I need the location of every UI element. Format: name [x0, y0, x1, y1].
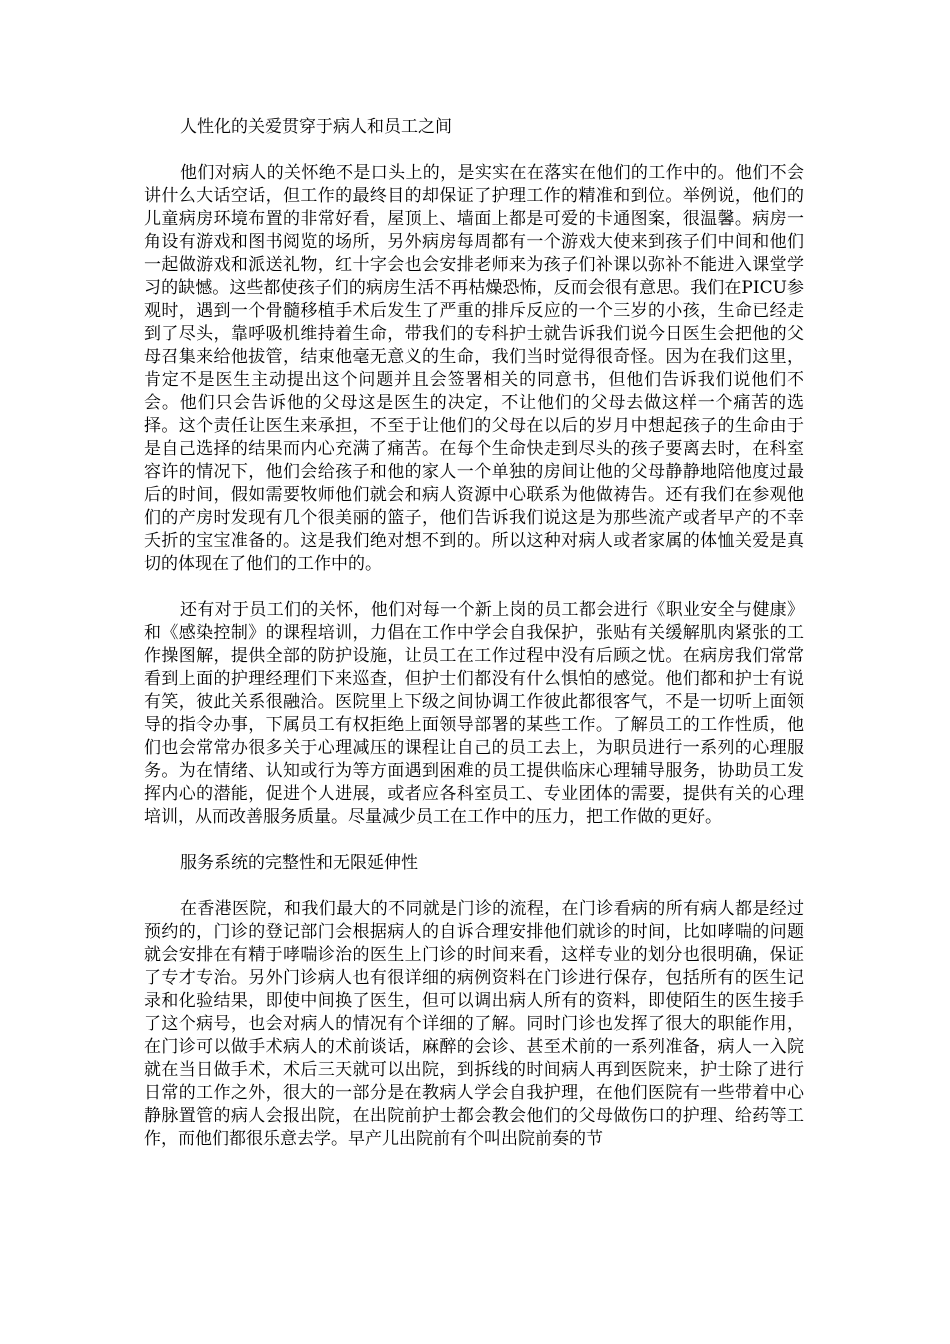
body-paragraph: 他们对病人的关怀绝不是口头上的，是实实在在落实在他们的工作中的。他们不会讲什么大话空话，但工作的最终目的却保证了护理工作的精准和到位。举例说，他们的儿童病房环境布置的非常好看，屋顶上、墙面上都是可爱的卡通图案，很温馨。病房一角设有游戏和图书阅览的场所，另外病房每周都有一个游戏大使来到孩子们中间和他们一起做游戏和派送礼物，红十字会也会安排老师来为孩子们补课以弥补不能进入课堂学习的缺憾。这些都使孩子们的病房生活不再枯燥恐怖，反而会很有意思。我们在PICU参观时，遇到一个骨髓移植手术后发生了严重的排斥反应的一个三岁的小孩，生命已经走到了尽头，靠呼吸机维持着生命，带我们的专科护士就告诉我们说今日医生会把他的父母召集来给他拔管，结束他毫无意义的生命，我们当时觉得很奇怪。因为在我们这里，肯定不是医生主动提出这个问题并且会签署相关的同意书，但他们告诉我们说他们不会。他们只会告诉他的父母这是医生的决定，不让他们的父母去做这样一个痛苦的选择。这个责任让医生来承担，不至于让他们的父母在以后的岁月中想起孩子的生命由于是自己选择的结果而内心充满了痛苦。在每个生命快走到尽头的孩子要离去时，在科室容许的情况下，他们会给孩子和他的家人一个单独的房间让他的父母静静地陪他度过最后的时间，假如需要牧师他们就会和病人资源中心联系为他做祷告。还有我们在参观他们的产房时发现有几个很美丽的篮子，他们告诉我们说这是为那些流产或者早产的不幸夭折的宝宝准备的。这是我们绝对想不到的。所以这种对病人或者家属的体恤关爱是真切的体现在了他们的工作中的。 — [144, 163, 804, 574]
spacer — [144, 576, 804, 599]
body-paragraph: 还有对于员工们的关怀，他们对每一个新上岗的员工都会进行《职业安全与健康》和《感染控制》的课程培训，力倡在工作中学会自我保护，张贴有关缓解肌肉紧张的工作操图解，提供全部的防护设施，让员工在工作过程中没有后顾之忧。在病房我们常常看到上面的护理经理们下来巡查，但护士们都没有什么惧怕的感觉。他们都和护士有说有笑，彼此关系很融洽。医院里上下级之间协调工作彼此都很客气，不是一切听上面领导的指令办事，下属员工有权拒绝上面领导部署的某些工作。了解员工的工作性质，他们也会常常办很多关于心理减压的课程让自己的员工去上，为职员进行一系列的心理服务。为在情绪、认知或行为等方面遇到困难的员工提供临床心理辅导服务，协助员工发挥内心的潜能，促进个人进展，或者应各科室员工、专业团体的需要，提供有关的心理培训，从而改善服务质量。尽量减少员工在工作中的压力，把工作做的更好。 — [144, 600, 804, 827]
section-heading: 服务系统的完整性和无限延伸性 — [180, 853, 418, 873]
body-paragraph: 在香港医院，和我们最大的不同就是门诊的流程，在门诊看病的所有病人都是经过预约的，门诊的登记部门会根据病人的自诉合理安排他们就诊的时间，比如哮喘的问题就会安排在有精于哮喘诊治的医生上门诊的时间来看，这样专业的划分也很明确，保证了专才专治。另外门诊病人也有很详细的病例资料在门诊进行保存，包括所有的医生记录和化验结果，即使中间换了医生，但可以调出病人所有的资料，即使陌生的医生接手了这个病号，也会对病人的情况有个详细的了解。同时门诊也发挥了很大的职能作用，在门诊可以做手术病人的术前谈话，麻醉的会诊、甚至术前的一系列准备，病人一入院就在当日做手术，术后三天就可以出院，到拆线的时间病人再到医院来，护士除了进行日常的工作之外，很大的一部分是在教病人学会自我护理，在他们医院有一些带着中心静脉置管的病人会报出院，在出院前护士都会教会他们的父母做伤口的护理、给药等工作，而他们都很乐意去学。早产儿出院前有个叫出院前奏的节 — [144, 899, 804, 1149]
document-page — [144, 116, 804, 1151]
section-heading: 人性化的关爱贯穿于病人和员工之间 — [180, 117, 452, 137]
spacer — [144, 139, 804, 162]
spacer — [144, 875, 804, 898]
spacer — [144, 829, 804, 852]
